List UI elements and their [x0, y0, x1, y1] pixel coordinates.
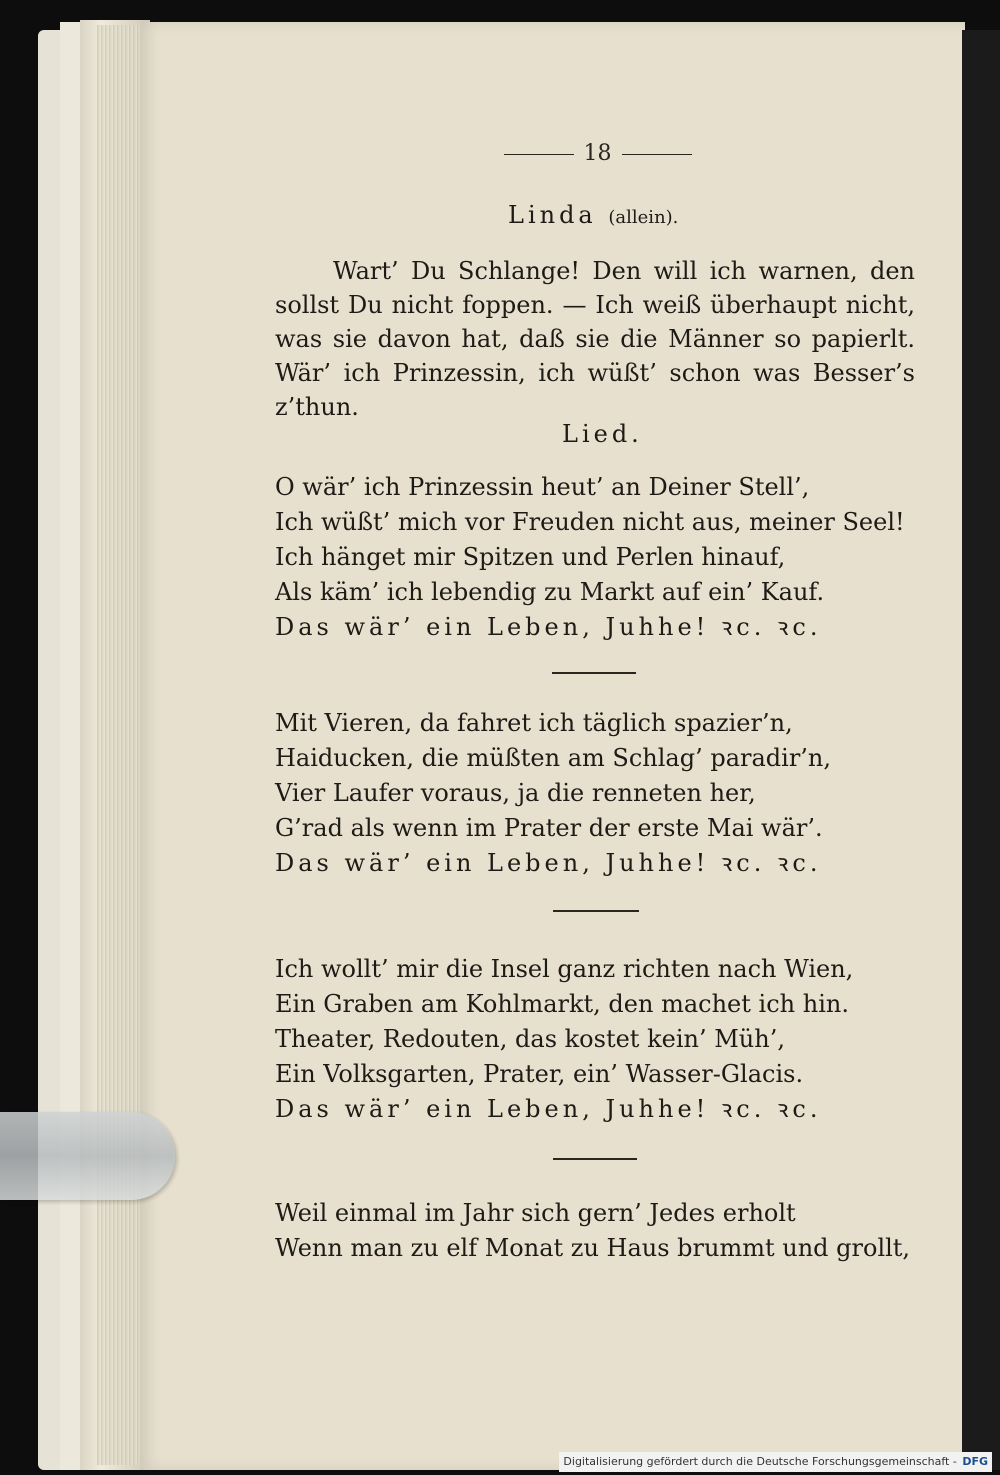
- verse-line: G’rad als wenn im Prater der erste Mai wär’.: [275, 814, 823, 842]
- verse-line: Als käm’ ich lebendig zu Markt auf ein’ Kauf.: [275, 578, 825, 606]
- speech-text: Wart’ Du Schlange! Den will ich warnen, den sollst Du nicht foppen. — Ich weiß überhaupt nicht, was sie davon hat, daß sie die Männer so papierlt. Wär’ ich Prinzessin, ich wüßt’ schon was Besser’s z’thun.: [275, 257, 915, 421]
- stanza-divider: [553, 1158, 637, 1160]
- verse-line: O wär’ ich Prinzessin heut’ an Deiner Stell’,: [275, 473, 810, 501]
- verse-line: Ein Graben am Kohlmarkt, den machet ich hin.: [275, 990, 849, 1018]
- verse-line: Ich hänget mir Spitzen und Perlen hinauf,: [275, 543, 786, 571]
- verse-line: Theater, Redouten, das kostet kein’ Müh’,: [275, 1025, 785, 1053]
- rule-left: [504, 154, 574, 155]
- page-edges: [97, 25, 142, 1465]
- verse-line: Ich wollt’ mir die Insel ganz richten nach Wien,: [275, 955, 854, 983]
- song-title: Lied.: [562, 420, 643, 448]
- refrain-line: Das wär’ ein Leben, Juhhe! ꝛc. ꝛc.: [275, 613, 822, 641]
- speaker-name: Linda: [508, 201, 597, 229]
- rule-right: [622, 154, 692, 155]
- verse-line: Haiducken, die müßten am Schlag’ paradir’n,: [275, 744, 832, 772]
- speech-paragraph: [275, 254, 915, 424]
- verse-line: Weil einmal im Jahr sich gern’ Jedes erholt: [275, 1199, 796, 1227]
- page-clip: [0, 1112, 175, 1200]
- stanza-4: [275, 1196, 910, 1266]
- stanza-3: [275, 952, 853, 1127]
- speaker-heading: [508, 201, 678, 229]
- dfg-logo: DFG: [962, 1455, 988, 1468]
- verse-line: Wenn man zu elf Monat zu Haus brummt und grollt,: [275, 1234, 911, 1262]
- stanza-1: [275, 470, 905, 645]
- footer-credit: [559, 1452, 992, 1472]
- refrain-line: Das wär’ ein Leben, Juhhe! ꝛc. ꝛc.: [275, 1095, 822, 1123]
- speaker-note: (allein).: [608, 207, 679, 228]
- page-number: 18: [583, 141, 612, 166]
- page-number-line: [490, 141, 705, 166]
- verse-line: Ich wüßt’ mich vor Freuden nicht aus, meiner Seel!: [275, 508, 905, 536]
- stanza-divider: [552, 672, 636, 674]
- refrain-line: Das wär’ ein Leben, Juhhe! ꝛc. ꝛc.: [275, 849, 822, 877]
- verse-line: Mit Vieren, da fahret ich täglich spazier’n,: [275, 709, 793, 737]
- verse-line: Ein Volksgarten, Prater, ein’ Wasser-Glacis.: [275, 1060, 804, 1088]
- footer-text: Digitalisierung gefördert durch die Deutsche Forschungsgemeinschaft -: [563, 1455, 957, 1468]
- verse-line: Vier Laufer voraus, ja die renneten her,: [275, 779, 756, 807]
- stanza-2: [275, 706, 831, 881]
- stanza-divider: [553, 910, 639, 912]
- scan-background: [962, 30, 1000, 1470]
